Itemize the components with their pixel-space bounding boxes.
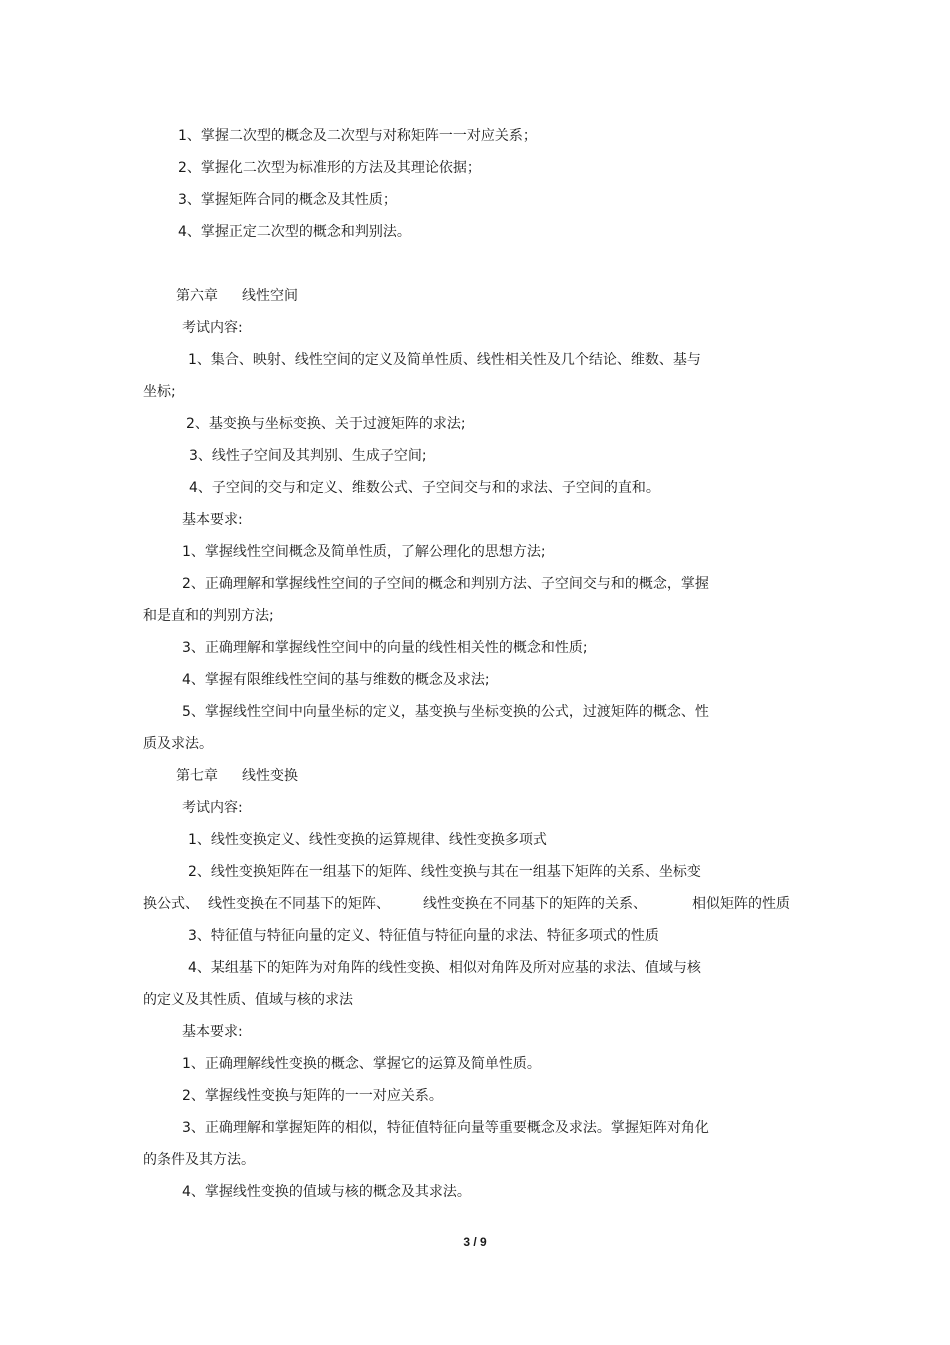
requirement-item-continuation: 的条件及其方法。: [143, 1152, 255, 1168]
requirement-item: 4、掌握有限维线性空间的基与维数的概念及求法;: [182, 672, 490, 688]
chapter-heading: [176, 766, 298, 786]
exam-item: 3、线性子空间及其判别、生成子空间;: [189, 448, 427, 464]
section-label: 考试内容:: [182, 800, 243, 816]
requirement-item: 4、掌握线性变换的值域与核的概念及其求法。: [182, 1184, 471, 1200]
exam-item-continuation-d: 相似矩阵的性质: [692, 896, 790, 912]
requirement-item: 1、掌握二次型的概念及二次型与对称矩阵一一对应关系；: [178, 128, 537, 144]
exam-item: 4、子空间的交与和定义、维数公式、子空间交与和的求法、子空间的直和。: [189, 480, 660, 496]
exam-item: 4、某组基下的矩阵为对角阵的线性变换、相似对角阵及所对应基的求法、值域与核: [188, 960, 701, 976]
requirement-item-continuation: 和是直和的判别方法;: [143, 608, 274, 624]
exam-item-continuation-a: 换公式、: [143, 896, 199, 912]
requirement-item: 3、正确理解和掌握线性空间中的向量的线性相关性的概念和性质;: [182, 640, 588, 656]
requirement-item: 1、掌握线性空间概念及简单性质，了解公理化的思想方法;: [182, 544, 546, 560]
requirement-item: 3、掌握矩阵合同的概念及其性质；: [178, 192, 397, 208]
section-label: 基本要求:: [182, 512, 243, 528]
requirement-item: 5、掌握线性空间中向量坐标的定义，基变换与坐标变换的公式，过渡矩阵的概念、性: [182, 704, 709, 720]
requirement-item: 2、掌握线性变换与矩阵的一一对应关系。: [182, 1088, 443, 1104]
requirement-item-continuation: 质及求法。: [143, 736, 213, 752]
exam-item-continuation-b: 线性变换在不同基下的矩阵、: [208, 896, 390, 912]
chapter-number: 第六章: [176, 288, 218, 304]
chapter-title: 线性空间: [242, 288, 298, 304]
requirement-item: 3、正确理解和掌握矩阵的相似，特征值特征向量等重要概念及求法。掌握矩阵对角化: [182, 1120, 709, 1136]
section-label: 基本要求:: [182, 1024, 243, 1040]
chapter-heading: [176, 286, 298, 306]
requirement-item: 1、正确理解线性变换的概念、掌握它的运算及简单性质。: [182, 1056, 541, 1072]
section-label: 考试内容:: [182, 320, 243, 336]
exam-item: 1、线性变换定义、线性变换的运算规律、线性变换多项式: [188, 832, 547, 848]
page-number: 3 / 9: [463, 1235, 487, 1249]
requirement-item: 2、掌握化二次型为标准形的方法及其理论依据；: [178, 160, 481, 176]
chapter-number: 第七章: [176, 768, 218, 784]
exam-item: 1、集合、映射、线性空间的定义及简单性质、线性相关性及几个结论、维数、基与: [188, 352, 701, 368]
exam-item-continuation: 坐标;: [143, 384, 176, 400]
exam-item: 3、特征值与特征向量的定义、特征值与特征向量的求法、特征多项式的性质: [188, 928, 659, 944]
chapter-title: 线性变换: [242, 768, 298, 784]
exam-item-continuation: 的定义及其性质、值域与核的求法: [143, 992, 353, 1008]
exam-item: 2、基变换与坐标变换、关于过渡矩阵的求法;: [186, 416, 466, 432]
requirement-item: 4、掌握正定二次型的概念和判别法。: [178, 224, 411, 240]
requirement-item: 2、正确理解和掌握线性空间的子空间的概念和判别方法、子空间交与和的概念，掌握: [182, 576, 709, 592]
exam-item-continuation-c: 线性变换在不同基下的矩阵的关系、: [423, 896, 647, 912]
exam-item: 2、线性变换矩阵在一组基下的矩阵、线性变换与其在一组基下矩阵的关系、坐标变: [188, 864, 701, 880]
